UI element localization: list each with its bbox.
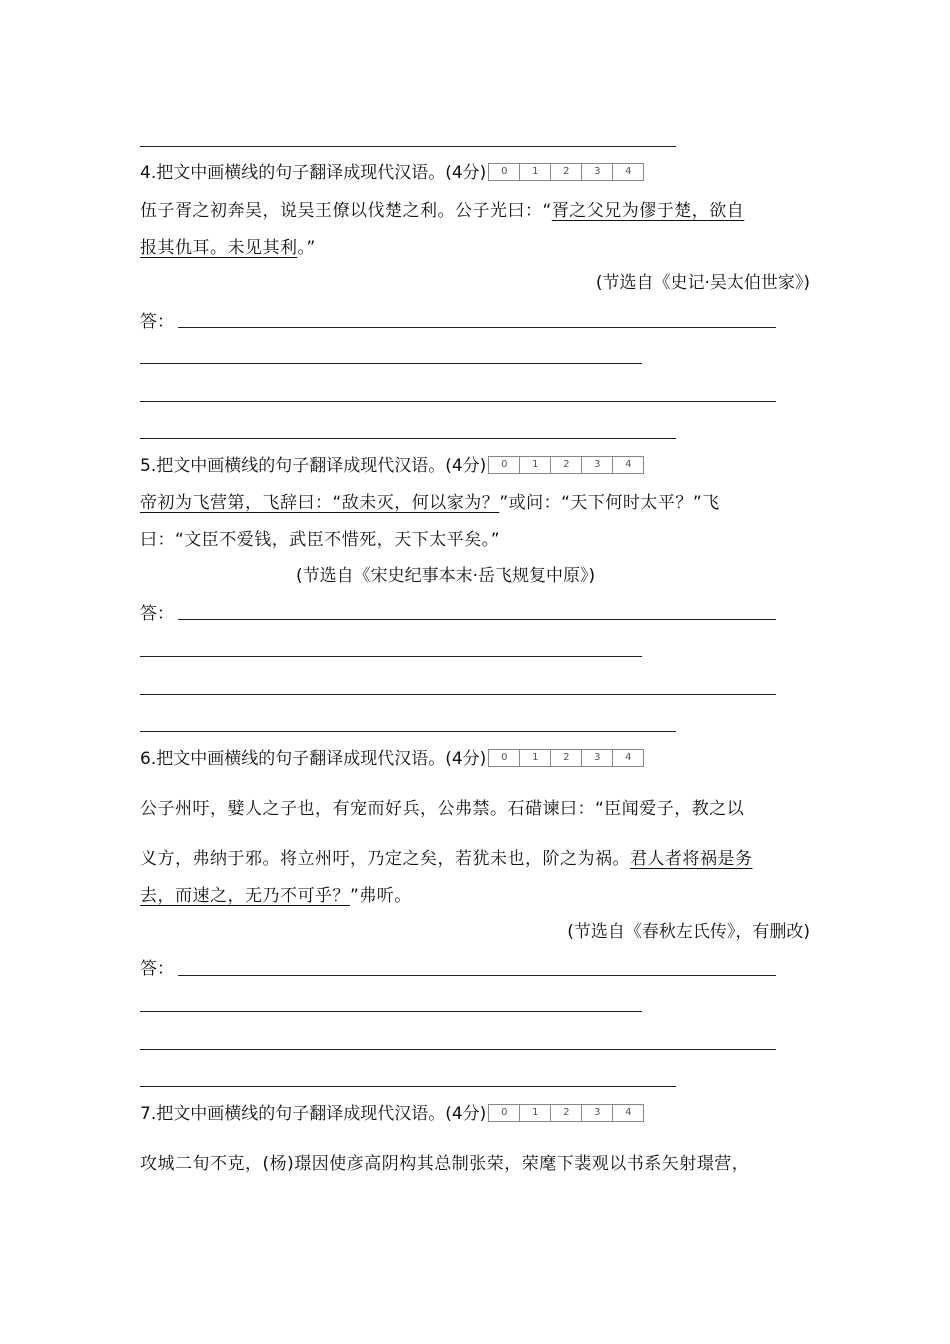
score-box-4[interactable]: 4 — [613, 1104, 644, 1122]
question-6-title — [140, 748, 644, 770]
score-box-2[interactable]: 2 — [551, 1104, 582, 1122]
score-box-1[interactable]: 1 — [520, 749, 551, 767]
score-box-4[interactable]: 4 — [613, 163, 644, 181]
score-box-3[interactable]: 3 — [582, 749, 613, 767]
passage-text: 义方，弗纳于邪。将立州吁，乃定之矣，若犹未也，阶之为祸。 — [140, 849, 630, 869]
question-title-text: 5.把文中画横线的句子翻译成现代汉语。(4分) — [140, 456, 487, 476]
score-box-2[interactable]: 2 — [551, 163, 582, 181]
source-citation: (节选自《宋史纪事本末·岳飞规复中原》) — [296, 566, 596, 586]
score-boxes — [488, 456, 644, 474]
answer-line[interactable] — [140, 656, 642, 657]
score-box-4[interactable]: 4 — [613, 456, 644, 474]
passage-text: ”弗听。 — [350, 886, 412, 906]
answer-line[interactable] — [140, 731, 676, 732]
score-box-0[interactable]: 0 — [488, 456, 520, 474]
passage-text: ”或问：“天下何时太平？”飞 — [499, 493, 720, 513]
score-box-1[interactable]: 1 — [520, 456, 551, 474]
answer-line[interactable] — [178, 975, 776, 976]
question-5-title — [140, 455, 644, 477]
score-boxes — [488, 749, 644, 767]
underlined-sentence: 报其仇耳。未见其利 — [140, 238, 298, 258]
answer-line[interactable] — [178, 619, 776, 620]
underlined-sentence: 君人者将祸是务 — [630, 849, 753, 869]
passage-text: 伍子胥之初奔吴，说吴王僚以伐楚之利。公子光曰：“ — [140, 201, 552, 221]
score-box-3[interactable]: 3 — [582, 1104, 613, 1122]
answer-line[interactable] — [140, 1086, 676, 1087]
underlined-sentence: 胥之父兄为僇于楚，欲自 — [551, 201, 745, 221]
answer-line[interactable] — [140, 694, 776, 695]
passage-line — [140, 492, 720, 514]
score-box-1[interactable]: 1 — [520, 1104, 551, 1122]
score-box-3[interactable]: 3 — [582, 456, 613, 474]
question-title-text: 6.把文中画横线的句子翻译成现代汉语。(4分) — [140, 749, 487, 769]
passage-line — [140, 200, 744, 222]
score-box-0[interactable]: 0 — [488, 163, 520, 181]
underlined-sentence: 帝初为飞营第，飞辞曰：“敌未灭，何以家为？ — [140, 493, 500, 513]
question-title-text: 4.把文中画横线的句子翻译成现代汉语。(4分) — [140, 163, 487, 183]
passage-line — [140, 237, 316, 259]
question-title-text: 7.把文中画横线的句子翻译成现代汉语。(4分) — [140, 1104, 487, 1124]
score-boxes — [488, 1104, 644, 1122]
passage-line — [140, 529, 500, 551]
source-citation: (节选自《史记·吴太伯世家》) — [595, 273, 810, 293]
source-citation: (节选自《春秋左氏传》，有删改) — [567, 922, 810, 942]
answer-label: 答： — [140, 604, 174, 624]
underlined-sentence: 去，而速之，无乃不可乎？ — [140, 886, 350, 906]
passage-line — [140, 1153, 749, 1175]
answer-label: 答： — [140, 312, 174, 332]
passage-text: 。” — [297, 238, 316, 258]
answer-line[interactable] — [140, 438, 676, 439]
passage-line — [140, 798, 744, 820]
question-7-title — [140, 1103, 644, 1125]
score-boxes — [488, 163, 644, 181]
answer-line[interactable] — [140, 1011, 642, 1012]
answer-line[interactable] — [140, 1049, 776, 1050]
question-4-title — [140, 162, 644, 184]
score-box-0[interactable]: 0 — [488, 1104, 520, 1122]
passage-text: 攻城二旬不克，(杨)璟因使彦高阴构其总制张荣，荣麾下裴观以书系矢射璟营， — [140, 1154, 750, 1174]
answer-line[interactable] — [178, 327, 776, 328]
passage-line — [140, 885, 412, 907]
answer-line[interactable] — [140, 363, 642, 364]
passage-line — [140, 848, 753, 870]
answer-line — [140, 146, 676, 147]
passage-text: 曰：“文臣不爱钱，武臣不惜死，天下太平矣。” — [140, 530, 501, 550]
score-box-2[interactable]: 2 — [551, 749, 582, 767]
score-box-2[interactable]: 2 — [551, 456, 582, 474]
score-box-4[interactable]: 4 — [613, 749, 644, 767]
answer-line[interactable] — [140, 401, 776, 402]
score-box-1[interactable]: 1 — [520, 163, 551, 181]
passage-text: 公子州吁，嬖人之子也，有宠而好兵，公弗禁。石碏谏曰：“臣闻爱子，教之以 — [140, 799, 745, 819]
score-box-3[interactable]: 3 — [582, 163, 613, 181]
answer-label: 答： — [140, 959, 174, 979]
score-box-0[interactable]: 0 — [488, 749, 520, 767]
